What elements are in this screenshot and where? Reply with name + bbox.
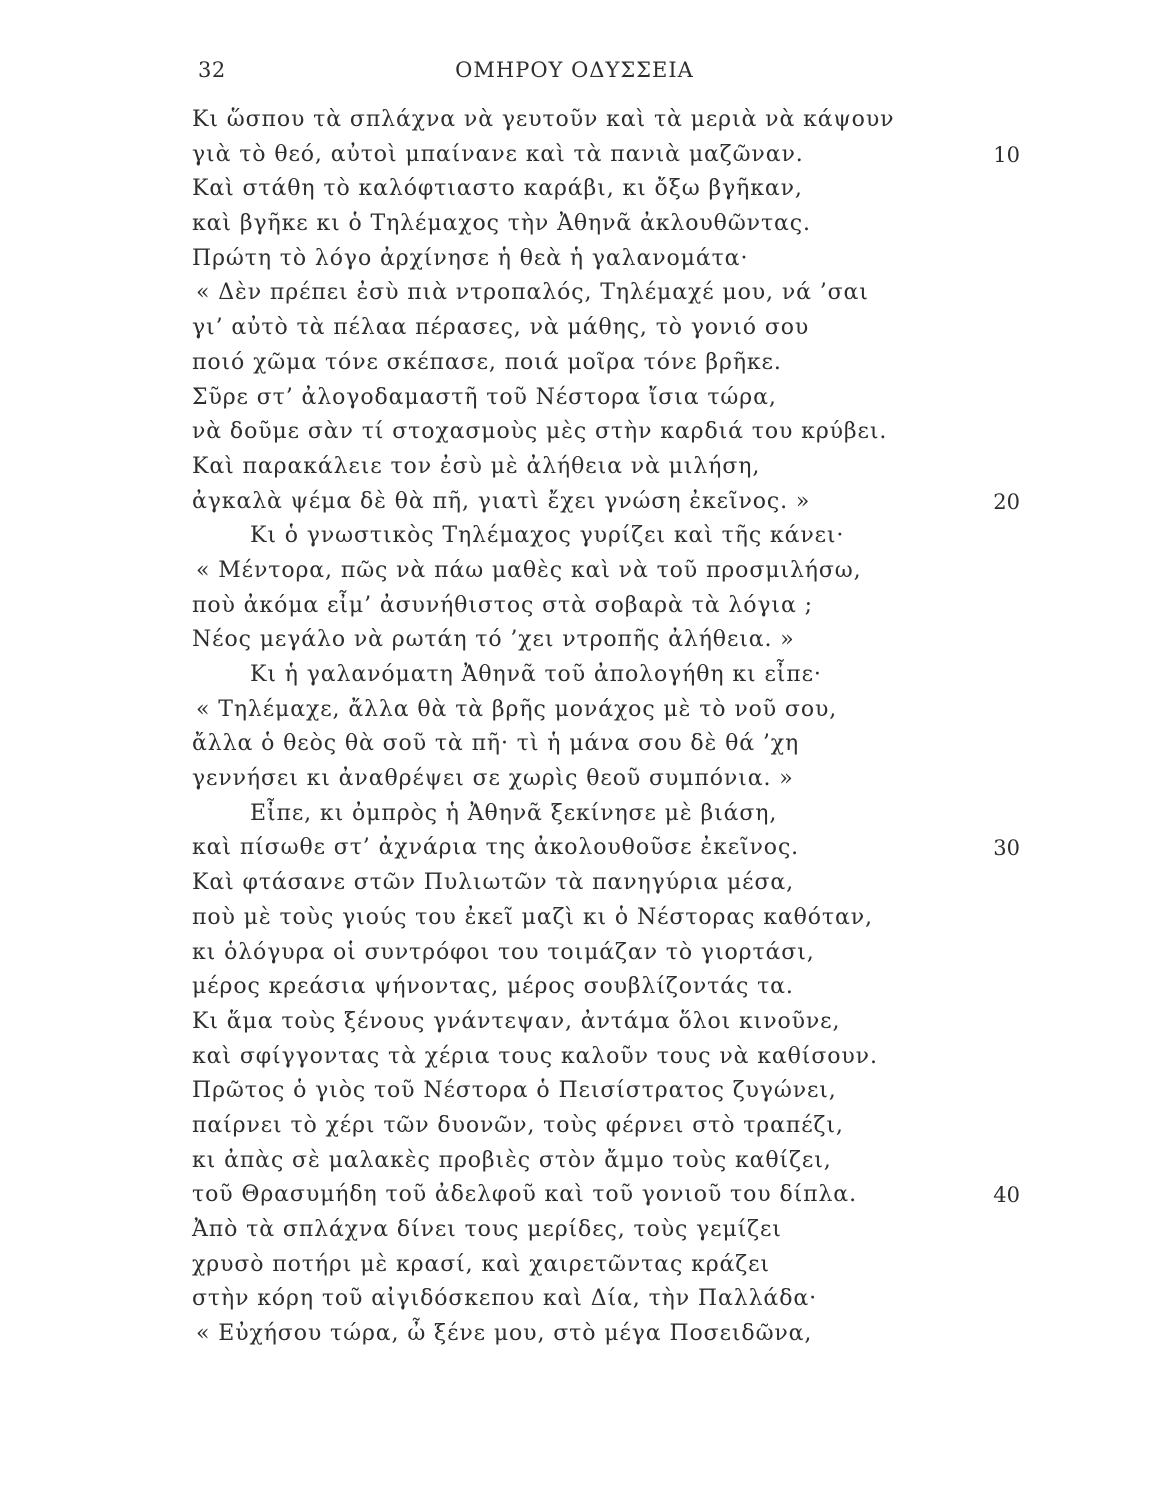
verse-line <box>0 138 1149 173</box>
verse-line <box>0 1144 1149 1179</box>
verse-block <box>0 103 1149 1352</box>
verse-text: Πρῶτος ὁ γιὸς τοῦ Νέστορα ὁ Πεισίστρατος ζυγώνει, <box>192 1078 837 1104</box>
verse-text: νὰ δοῦμε σὰν τί στοχασμοὺς μὲς στὴν καρδιά του κρύβει. <box>192 419 888 445</box>
running-head <box>0 54 1149 88</box>
verse-text: ποὺ μὲ τοὺς γιούς του ἐκεῖ μαζὶ κι ὁ Νέστορας καθόταν, <box>192 904 873 930</box>
verse-number: 30 <box>993 836 1020 861</box>
verse-text: κι ἀπὰς σὲ μαλακὲς προβιὲς στὸν ἄμμο τοὺς καθίζει, <box>192 1147 832 1173</box>
verse-line <box>0 866 1149 901</box>
verse-text: καὶ βγῆκε κι ὁ Τηλέμαχος τὴν Ἀθηνᾶ ἀκλουθῶντας. <box>192 211 811 237</box>
verse-text: « Δὲν πρέπει ἐσὺ πιὰ ντροπαλός, Τηλέμαχέ μου, νά ’σαι <box>196 280 869 306</box>
verse-text: στὴν κόρη τοῦ αἰγιδόσκεπου καὶ Δία, τὴν Παλλάδα· <box>192 1286 817 1312</box>
verse-line <box>0 727 1149 762</box>
verse-line <box>0 658 1149 693</box>
verse-line <box>0 1109 1149 1144</box>
verse-text: καὶ σφίγγοντας τὰ χέρια τους καλοῦν τους νὰ καθίσουν. <box>192 1043 878 1069</box>
verse-line <box>0 103 1149 138</box>
verse-line <box>0 589 1149 624</box>
page-number: 32 <box>198 58 226 82</box>
verse-text: « Τηλέμαχε, ἄλλα θὰ τὰ βρῆς μονάχος μὲ τὸ νοῦ σου, <box>196 696 838 722</box>
verse-text: « Μέντορα, πῶς νὰ πάω μαθὲς καὶ νὰ τοῦ προσμιλήσω, <box>196 557 862 583</box>
verse-text: γιὰ τὸ θεό, αὐτοὶ μπαίνανε καὶ τὰ πανιὰ μαζῶναν. <box>192 141 804 167</box>
verse-text: Κι ὥσπου τὰ σπλάχνα νὰ γευτοῦν καὶ τὰ μεριὰ νὰ κάψουν <box>192 107 895 132</box>
verse-text: Κι ὁ γνωστικὸς Τηλέμαχος γυρίζει καὶ τῆς κάνει· <box>250 523 845 549</box>
verse-line <box>0 1178 1149 1213</box>
verse-text: ποὺ ἀκόμα εἶμ’ ἀσυνήθιστος στὰ σοβαρὰ τὰ λόγια ; <box>192 592 813 618</box>
verse-line <box>0 1317 1149 1352</box>
verse-text: ποιό χῶμα τόνε σκέπασε, ποιά μοῖρα τόνε βρῆκε. <box>192 349 782 375</box>
verse-line <box>0 415 1149 450</box>
verse-line <box>0 519 1149 554</box>
verse-line <box>0 381 1149 416</box>
verse-number: 10 <box>993 142 1020 167</box>
verse-line <box>0 936 1149 971</box>
verse-line <box>0 1213 1149 1248</box>
verse-line <box>0 485 1149 520</box>
verse-text: « Εὐχήσου τώρα, ὦ ξένε μου, στὸ μέγα Ποσειδῶνα, <box>196 1321 813 1347</box>
verse-text: κι ὁλόγυρα οἱ συντρόφοι του τοιμάζαν τὸ γιορτάσι, <box>192 939 815 965</box>
verse-text: Ἀπὸ τὰ σπλάχνα δίνει τους μερίδες, τοὺς γεμίζει <box>192 1217 782 1242</box>
verse-text: Καὶ παρακάλειε τον ἐσὺ μὲ ἀλήθεια νὰ μιλήση, <box>192 453 761 479</box>
verse-text: Κι ἅμα τοὺς ξένους γνάντεψαν, ἀντάμα ὅλοι κινοῦνε, <box>192 1008 841 1034</box>
verse-line <box>0 901 1149 936</box>
verse-text: Πρώτη τὸ λόγο ἀρχίνησε ἡ θεὰ ἡ γαλανομάτα· <box>192 245 749 271</box>
verse-text: Νέος μεγάλο νὰ ρωτάη τό ’χει ντροπῆς ἀλήθεια. » <box>192 627 795 653</box>
verse-line <box>0 1248 1149 1283</box>
verse-line <box>0 797 1149 832</box>
running-title: ΟΜΗΡΟΥ ΟΔΥΣΣΕΙΑ <box>455 58 694 82</box>
verse-line <box>0 831 1149 866</box>
verse-line <box>0 172 1149 207</box>
verse-line <box>0 242 1149 277</box>
verse-line <box>0 970 1149 1005</box>
verse-text: γεννήσει κι ἀναθρέψει σε χωρὶς θεοῦ συμπόνια. » <box>192 766 794 792</box>
verse-line <box>0 311 1149 346</box>
verse-line <box>0 693 1149 728</box>
verse-text: ἀγκαλὰ ψέμα δὲ θὰ πῆ, γιατὶ ἔχει γνώση ἐκεῖνος. » <box>192 488 811 514</box>
verse-text: Σῦρε στ’ ἀλογοδαμαστῆ τοῦ Νέστορα ἴσια τώρα, <box>192 384 777 410</box>
verse-line <box>0 1040 1149 1075</box>
verse-number: 20 <box>993 489 1020 514</box>
verse-text: γι’ αὐτὸ τὰ πέλαα πέρασες, νὰ μάθης, τὸ γονιό σου <box>192 315 810 341</box>
verse-line <box>0 1005 1149 1040</box>
verse-line <box>0 762 1149 797</box>
verse-text: τοῦ Θρασυμήδη τοῦ ἀδελφοῦ καὶ τοῦ γονιοῦ του δίπλα. <box>192 1182 857 1208</box>
verse-text: ἄλλα ὁ θεὸς θὰ σοῦ τὰ πῆ· τὶ ἡ μάνα σου δὲ θά ’χη <box>192 731 800 757</box>
verse-text: Εἶπε, κι ὀμπρὸς ἡ Ἀθηνᾶ ξεκίνησε μὲ βιάση, <box>250 800 778 826</box>
verse-text: καὶ πίσωθε στ’ ἀχνάρια της ἀκολουθοῦσε ἐκεῖνος. <box>192 835 800 861</box>
verse-text: Καὶ φτάσανε στῶν Πυλιωτῶν τὰ πανηγύρια μέσα, <box>192 870 795 896</box>
verse-line <box>0 554 1149 589</box>
verse-line <box>0 276 1149 311</box>
verse-line <box>0 450 1149 485</box>
verse-line <box>0 1074 1149 1109</box>
verse-text: Καὶ στάθη τὸ καλόφτιαστο καράβι, κι ὄξω βγῆκαν, <box>192 176 803 202</box>
verse-line <box>0 1282 1149 1317</box>
verse-line <box>0 623 1149 658</box>
verse-line <box>0 207 1149 242</box>
verse-number: 40 <box>993 1183 1020 1208</box>
verse-line <box>0 346 1149 381</box>
verse-text: Κι ἡ γαλανόματη Ἀθηνᾶ τοῦ ἀπολογήθη κι εἶπε· <box>250 662 822 687</box>
verse-text: χρυσὸ ποτήρι μὲ κρασί, καὶ χαιρετῶντας κράζει <box>192 1251 770 1277</box>
verse-text: παίρνει τὸ χέρι τῶν δυονῶν, τοὺς φέρνει στὸ τραπέζι, <box>192 1112 844 1138</box>
verse-text: μέρος κρεάσια ψήνοντας, μέρος σουβλίζοντάς τα. <box>192 974 794 1000</box>
